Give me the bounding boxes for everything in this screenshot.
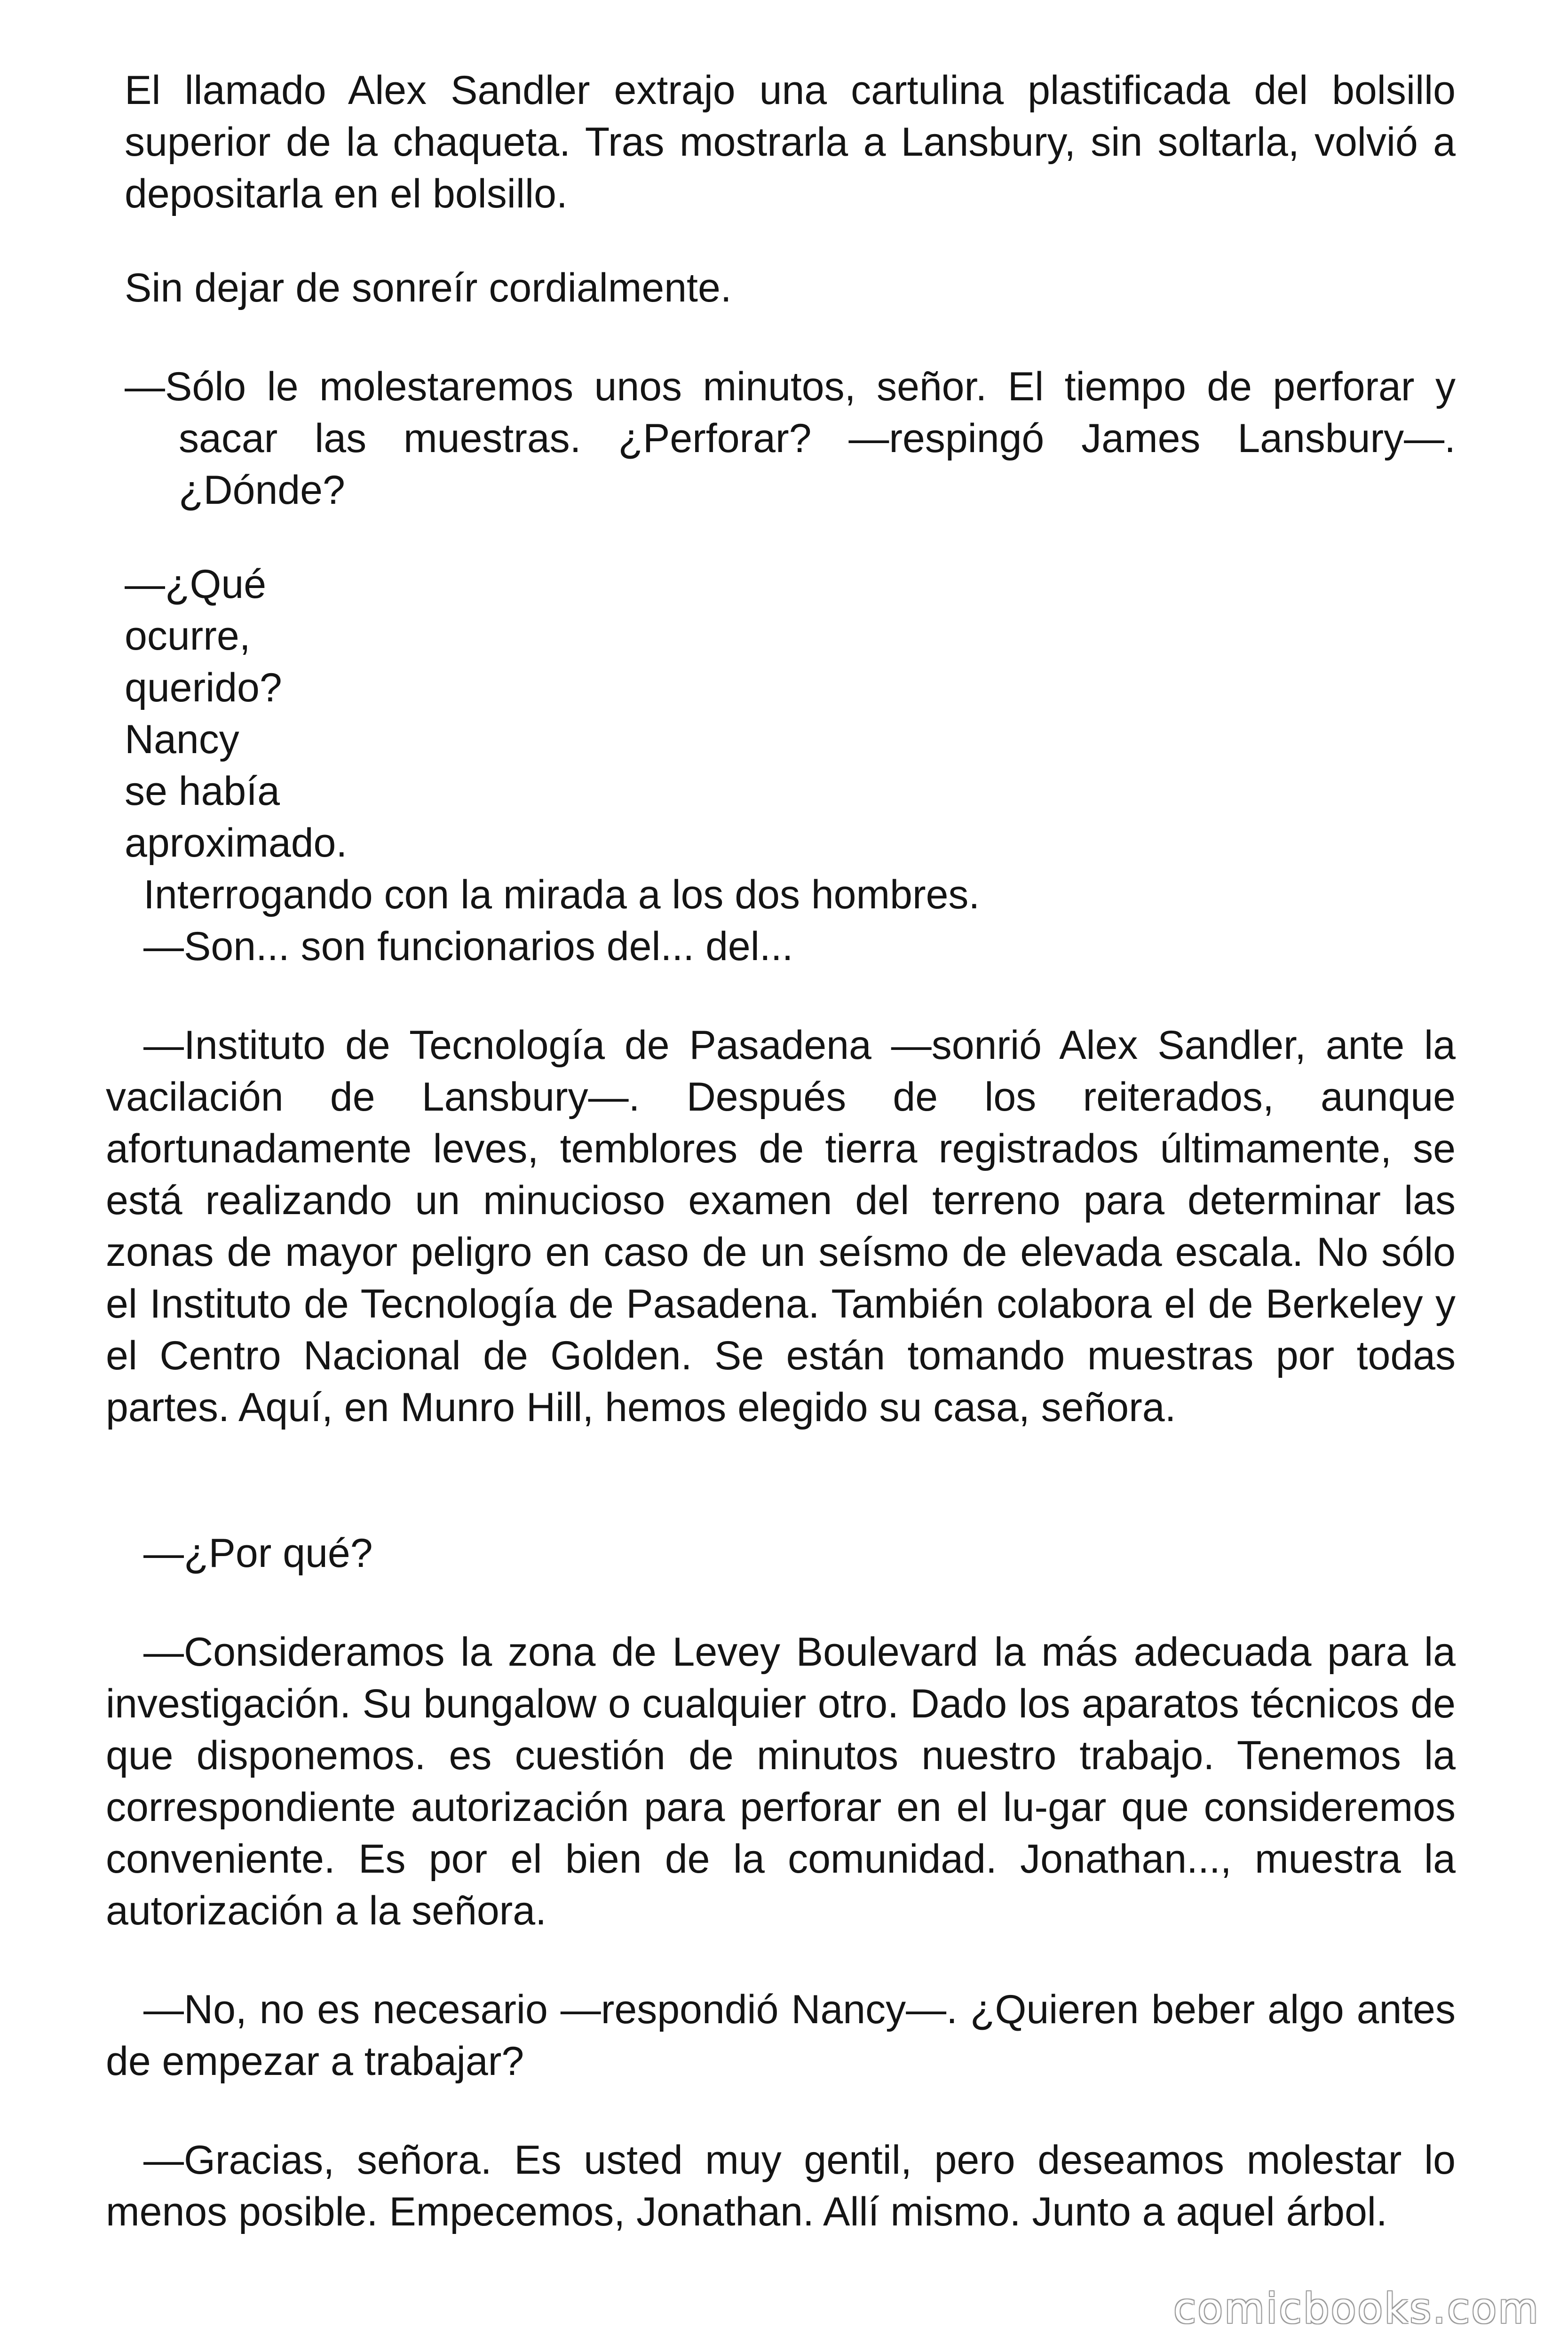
paragraph-9: —Consideramos la zona de Levey Boulevard la más adecuada para la investigación. Su bungalow o cualquier otro. Dado los aparatos técnicos de que disponemos. es cuestión de minutos nuestro trabajo. Tenemos la correspondiente autorización para perforar en el lu-gar que consideremos conveniente. Es por el bien de la comunidad. Jonathan..., muestra la autorización a la señora. [106,1629,1456,1933]
paragraph-3: —Sólo le molestaremos unos minutos, señor. El tiempo de perforar y sacar las muestras. ¿Perforar? —respingó James Lansbury—. ¿Dónde? [125,364,1456,513]
paragraph-4-line: se había [125,769,280,814]
paragraph-6: —Son... son funcionarios del... del... [143,924,793,969]
paragraph-1: El llamado Alex Sandler extrajo una cartulina plastificada del bolsillo superior de la chaqueta. Tras mostrarla a Lansbury, sin soltarla, volvió a depositarla en el bolsillo. [125,68,1456,216]
paragraph-4-line: querido? [125,665,282,710]
paragraph-4-line: Nancy [125,717,239,762]
paragraph-7: —Instituto de Tecnología de Pasadena —sonrió Alex Sandler, ante la vacilación de Lansbury—. Después de los reiterados, aunque afortunadamente leves, temblores de tierra registrados últimamente, se está realizando un minucioso examen del terreno para determinar las zonas de mayor peligro en caso de un seísmo de elevada escala. No sólo el Instituto de Tecnología de Pasadena. También colabora el de Berkeley y el Centro Nacional de Golden. Se están tomando muestras por todas partes. Aquí, en Munro Hill, hemos elegido su casa, señora. [106,1023,1456,1430]
paragraph-10: —No, no es necesario —respondió Nancy—. ¿Quieren beber algo antes de empezar a trabajar? [106,1987,1456,2084]
watermark-logo: comicbooks.com [1173,2284,1540,2333]
paragraph-4-line: ocurre, [125,613,251,659]
paragraph-4 [125,558,347,869]
paragraph-5: Interrogando con la mirada a los dos hombres. [143,872,980,917]
paragraph-4-line: —¿Qué [125,562,267,607]
paragraph-8: —¿Por qué? [143,1531,373,1576]
paragraph-11: —Gracias, señora. Es usted muy gentil, pero deseamos molestar lo menos posible. Empecemos, Jonathan. Allí mismo. Junto a aquel árbol. [106,2137,1456,2234]
paragraph-4-line: aproximado. [125,820,348,866]
paragraph-2: Sin dejar de sonreír cordialmente. [125,265,732,310]
